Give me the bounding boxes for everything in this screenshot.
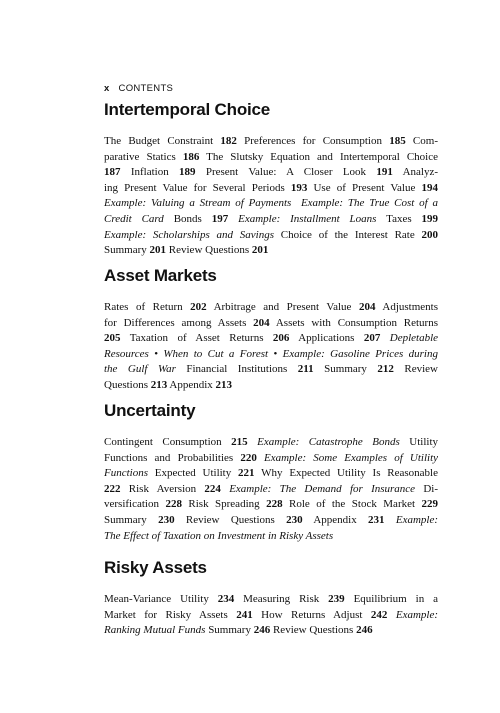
page-number: 200: [421, 228, 438, 241]
section-entry: Applications: [289, 332, 364, 345]
page-folio: x: [104, 83, 110, 94]
section-entry: How Returns Adjust: [252, 608, 371, 621]
section-entry: Inflation: [120, 166, 180, 179]
toc-line: [104, 181, 438, 197]
section-entry: Utility: [399, 436, 438, 448]
toc-line: [104, 451, 438, 467]
chapter-entries: [104, 300, 438, 394]
section-entry: Appendix: [167, 378, 216, 391]
page-number: 229: [421, 498, 438, 511]
section-entry: Com-: [405, 135, 438, 147]
section-entry: Summary: [205, 624, 254, 637]
section-entry: Arbitrage and Present Value: [206, 301, 359, 313]
page-number: 228: [165, 498, 182, 511]
section-entry: Summary: [104, 513, 159, 526]
page-number: 189: [179, 166, 196, 179]
section-entry: Preferences for Consumption: [236, 135, 390, 147]
example-entry: The Effect of Taxation on Investment in Risky Assets: [104, 529, 334, 542]
toc-line: [104, 482, 438, 498]
section-entry: for Differences among Assets: [104, 316, 254, 329]
page-number: 246: [356, 624, 373, 637]
chapter-entries: [104, 134, 438, 259]
toc-line: [104, 165, 438, 181]
page-number: 202: [190, 301, 207, 313]
page-number: 224: [204, 482, 221, 495]
example-entry: Example:: [395, 513, 439, 526]
running-head: [104, 83, 173, 94]
example-entry: Resources • When to Cut a Forest • Example: Gasoline Prices during: [104, 347, 438, 360]
section-entry: Why Expected Utility Is Reasonable: [254, 467, 438, 480]
page-number: 197: [211, 212, 229, 225]
section-entry: Adjustments: [375, 301, 438, 313]
toc-line: [104, 592, 438, 608]
page-number: 193: [290, 181, 308, 194]
toc-line: [104, 228, 438, 244]
toc-line: [104, 513, 438, 529]
section-entry: Market for Risky Assets: [104, 608, 237, 621]
page-number: 231: [368, 513, 385, 526]
chapter-entries: [104, 592, 438, 639]
section-entry: Rates of Return: [104, 301, 191, 313]
chapter-uncertainty: [104, 401, 438, 544]
section-entry: Use of Present Value: [307, 181, 422, 194]
toc-line: [104, 243, 438, 259]
page-number: 215: [231, 436, 248, 448]
page-number: 204: [253, 316, 270, 329]
running-head-label: CONTENTS: [118, 83, 174, 94]
section-entry: [380, 332, 389, 344]
section-entry: parative Statics: [104, 150, 183, 163]
page-number: 204: [358, 301, 376, 313]
section-entry: Summary: [104, 244, 150, 257]
section-entry: Role of the Stock Market: [282, 498, 422, 511]
section-entry: Risk Aversion: [120, 482, 205, 495]
section-entry: Taxes: [376, 212, 422, 225]
toc-line: [104, 212, 438, 228]
section-entry: Bonds: [163, 212, 212, 225]
section-entry: [385, 514, 396, 526]
toc-line: [104, 529, 438, 545]
page-number: 221: [238, 467, 255, 480]
toc-line: [104, 331, 438, 347]
page-number: 211: [297, 363, 314, 376]
page-number: 182: [220, 135, 237, 147]
example-entry: Depletable: [389, 332, 439, 345]
section-entry: Present Value: A Closer Look: [195, 166, 377, 179]
section-entry: [221, 483, 229, 495]
page-number: 246: [253, 624, 271, 637]
chapter-title: Asset Markets: [104, 266, 217, 285]
section-entry: ing Present Value for Several Periods: [104, 181, 291, 194]
page-number: 222: [104, 482, 121, 495]
section-entry: Measuring Risk: [234, 593, 329, 605]
chapter-risky-assets: [104, 558, 438, 639]
page-number: 194: [421, 181, 438, 194]
page-number: 213: [150, 378, 168, 391]
section-entry: Equilibrium in a: [344, 593, 438, 605]
section-entry: [248, 436, 258, 448]
toc-line: [104, 608, 438, 624]
page-number: 191: [376, 166, 393, 179]
chapter-title: Risky Assets: [104, 558, 207, 577]
section-entry: versification: [104, 498, 166, 511]
chapter-intertemporal-choice: [104, 100, 438, 259]
example-entry: Example:: [395, 608, 439, 621]
example-entry: Example: Some Examples of Utility: [264, 451, 439, 464]
toc-line: [104, 435, 438, 451]
section-entry: Functions and Probabilities: [104, 451, 241, 464]
section-entry: Review Questions: [166, 244, 252, 257]
example-entry: Example: Scholarships and Savings: [104, 228, 274, 241]
section-entry: The Budget Constraint: [104, 135, 221, 147]
section-entry: Review: [393, 363, 438, 376]
page-number: 206: [272, 332, 290, 345]
page-number: 187: [104, 166, 121, 179]
page-number: 212: [377, 363, 394, 376]
chapter-asset-markets: [104, 266, 438, 394]
page-number: 230: [286, 513, 303, 526]
example-entry: Functions: [104, 467, 148, 480]
section-entry: Choice of the Interest Rate: [274, 228, 422, 241]
page-number: 185: [389, 135, 406, 147]
section-entry: Risk Spreading: [181, 498, 267, 511]
example-entry: Example: Installment Loans: [238, 212, 377, 225]
chapter-title: Intertemporal Choice: [104, 100, 271, 119]
toc-line: [104, 378, 438, 394]
toc-line: [104, 196, 438, 212]
toc-line: [104, 316, 438, 332]
page-number: 199: [421, 212, 439, 225]
section-entry: Summary: [313, 363, 378, 376]
toc-line: [104, 300, 438, 316]
toc-line: [104, 134, 438, 150]
page-number: 186: [182, 150, 200, 163]
page-number: 242: [370, 608, 388, 621]
page-number: 230: [158, 513, 175, 526]
section-entry: Assets with Consumption Returns: [269, 316, 438, 329]
chapter-entries: [104, 435, 438, 544]
section-entry: Review Questions: [174, 513, 287, 526]
section-entry: Taxation of Asset Returns: [120, 332, 273, 345]
section-entry: Analyz-: [392, 166, 438, 179]
page-number: 201: [251, 244, 269, 257]
page-number: 220: [240, 451, 257, 464]
section-entry: Review Questions: [270, 624, 357, 637]
toc-line: [104, 623, 438, 639]
toc-line: [104, 362, 438, 378]
example-entry: Example: Valuing a Stream of Payments Example: The True Cost of a: [104, 197, 438, 210]
section-entry: Di-: [415, 482, 439, 495]
section-entry: [228, 213, 238, 225]
page-number: 205: [104, 332, 121, 345]
page-number: 234: [217, 593, 235, 605]
page-number: 213: [215, 378, 233, 391]
example-entry: Credit Card: [104, 212, 164, 225]
section-entry: Expected Utility: [148, 467, 239, 480]
section-entry: The Slutsky Equation and Intertemporal Choice: [199, 150, 438, 163]
section-entry: Financial Institutions: [175, 363, 298, 376]
example-entry: the Gulf War: [104, 363, 176, 376]
section-entry: Questions: [104, 378, 151, 391]
page-number: 241: [236, 608, 253, 621]
toc-line: [104, 497, 438, 513]
example-entry: Example: The Demand for Insurance: [229, 482, 416, 495]
section-entry: [387, 609, 395, 621]
section-entry: Mean-Variance Utility: [104, 593, 218, 605]
section-entry: Appendix: [302, 513, 369, 526]
toc-line: [104, 150, 438, 166]
example-entry: Ranking Mutual Funds: [104, 624, 206, 637]
page-number: 239: [328, 593, 345, 605]
page-number: 207: [363, 332, 381, 345]
section-entry: Contingent Consumption: [104, 436, 232, 448]
toc-line: [104, 347, 438, 363]
example-entry: Example: Catastrophe Bonds: [257, 436, 400, 448]
page-number: 201: [149, 244, 167, 257]
section-entry: [257, 452, 264, 464]
chapter-title: Uncertainty: [104, 401, 196, 420]
page-number: 228: [266, 498, 283, 511]
toc-line: [104, 466, 438, 482]
